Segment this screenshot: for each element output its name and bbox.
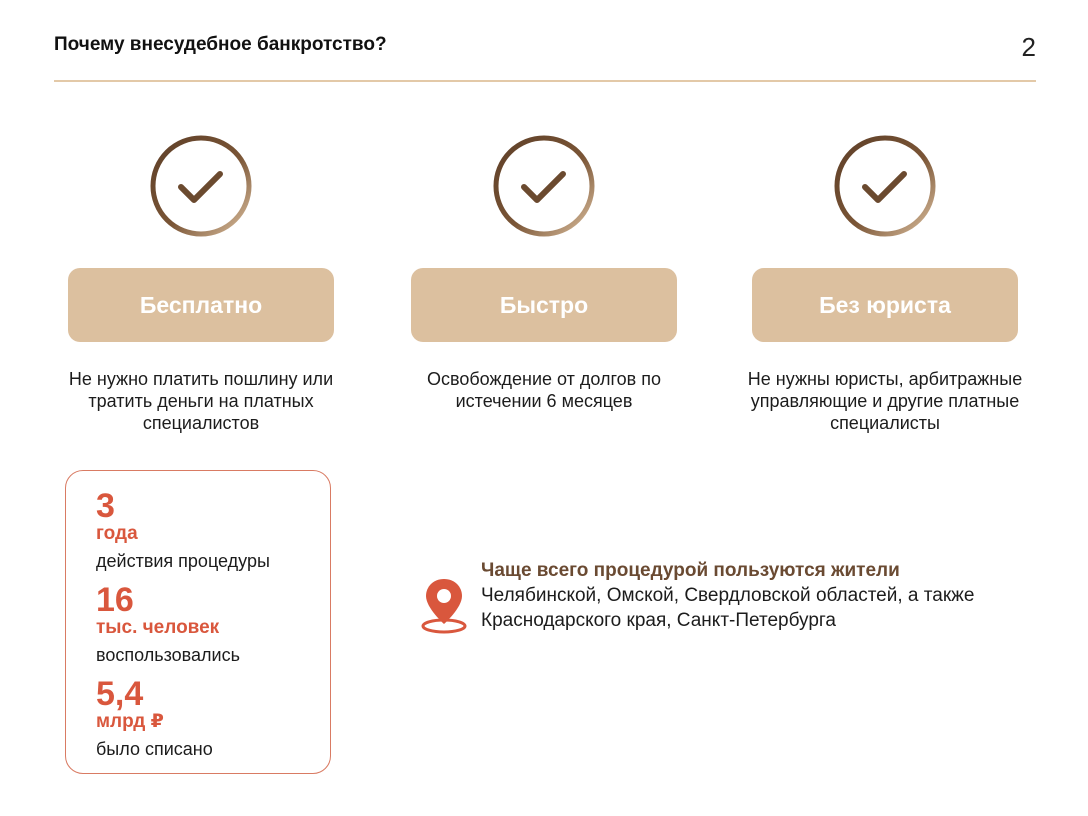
stat-label: действия процедуры [96, 551, 270, 571]
check-circle-icon [149, 134, 253, 238]
feature-description-free: Не нужно платить пошлину или тратить деньги на платных специалистов [68, 369, 334, 433]
regions-block [481, 558, 1041, 633]
feature-column-free [36, 134, 366, 434]
feature-description-fast: Освобождение от долгов по истечении 6 месяцев [426, 369, 662, 411]
stat-unit: млрд ₽ [96, 711, 164, 732]
stat-value: 16 [96, 581, 134, 619]
stat-unit: тыс. человек [96, 617, 220, 638]
feature-column-fast [379, 134, 709, 412]
feature-column-no-lawyer [720, 134, 1050, 434]
check-circle-icon [833, 134, 937, 238]
feature-title-fast: Быстро [411, 268, 677, 342]
stat-people [96, 583, 330, 667]
stat-unit: года [96, 523, 138, 544]
stat-label: было списано [96, 739, 213, 759]
stat-value: 5,4 [96, 675, 144, 713]
check-circle-icon [492, 134, 596, 238]
stat-value: 3 [96, 487, 115, 525]
feature-title-free: Бесплатно [68, 268, 334, 342]
regions-text: Челябинской, Омской, Свердловской областей, а также Краснодарского края, Санкт-Петербурга [481, 585, 975, 631]
stat-written-off [96, 677, 330, 761]
map-pin-icon [420, 576, 468, 634]
page-title: Почему внесудебное банкротство? [54, 34, 387, 55]
stat-duration [96, 489, 330, 573]
regions-heading: Чаще всего процедурой пользуются жители [481, 560, 900, 581]
stats-card [65, 470, 331, 774]
header-divider [54, 80, 1036, 82]
feature-title-no-lawyer: Без юриста [752, 268, 1018, 342]
page-number: 2 [1021, 32, 1036, 62]
feature-description-no-lawyer: Не нужны юристы, арбитражные управляющие и другие платные специалисты [747, 369, 1023, 433]
stat-label: воспользовались [96, 645, 240, 665]
